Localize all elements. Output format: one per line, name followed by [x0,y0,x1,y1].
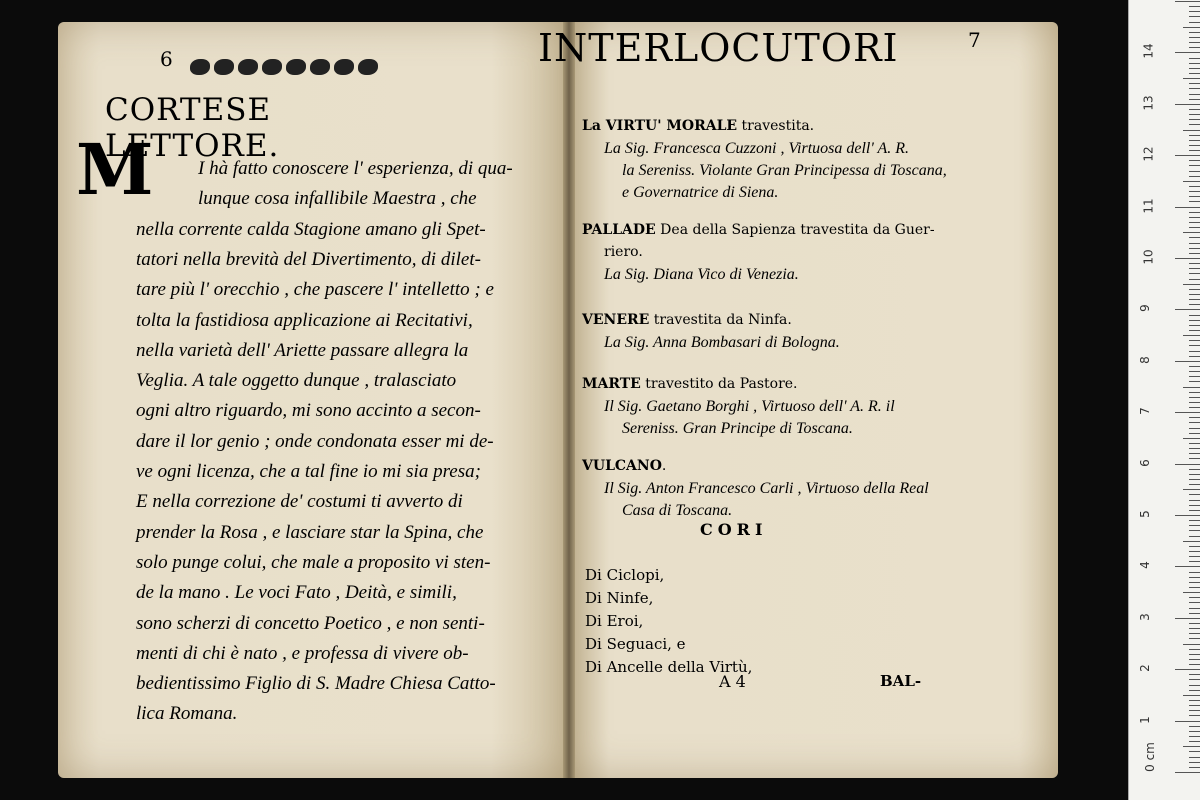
ruler-tick [1189,392,1200,393]
ruler-label: 4 [1137,561,1152,570]
ruler-tick [1189,520,1200,521]
ruler-tick [1189,710,1200,711]
ruler-label: 10 [1141,249,1156,265]
ruler-tick [1189,690,1200,691]
role-title: La VIRTU' MORALE [582,118,738,134]
ruler-tick [1189,47,1200,48]
ruler-tick [1189,469,1200,470]
ruler-tick [1189,649,1200,650]
ruler-tick [1189,227,1200,228]
ruler-tick [1175,721,1200,722]
ruler-tick [1189,124,1200,125]
role-description: . [661,458,667,474]
role-name [582,458,666,474]
role-description: travestita da Ninfa. [649,312,792,328]
ruler-tick [1189,479,1200,480]
ruler-tick [1189,577,1200,578]
ruler-tick [1189,212,1200,213]
ruler-tick [1189,253,1200,254]
ruler-tick [1189,237,1200,238]
ruler-label: 12 [1141,146,1156,162]
cori-heading: CORI [700,520,768,539]
catchword: BAL- [880,672,922,690]
ruler-tick [1189,294,1200,295]
actor-line: Il Sig. Anton Francesco Carli , Virtuoso della Real [604,480,929,497]
ruler-tick [1189,525,1200,526]
actor-line: Il Sig. Gaetano Borghi , Virtuoso dell' A. R. il [604,398,895,415]
right-heading: INTERLOCUTORI [538,26,899,70]
body-line: prender la Rosa , e lasciare star la Spina, che [136,521,484,543]
ruler-tick [1175,309,1200,310]
ruler-tick [1189,109,1200,110]
ruler-unit-label: 0 cm [1142,742,1157,772]
ruler-tick [1189,674,1200,675]
role-description-cont: riero. [604,244,643,260]
ruler-tick [1189,376,1200,377]
ornament-icon [334,59,354,75]
role-name [582,376,798,392]
role-title: MARTE [582,376,641,392]
ruler-label: 5 [1137,510,1152,518]
body-line: E nella correzione de' costumi ti avverto di [136,491,463,513]
ruler-tick [1189,751,1200,752]
ornament-icon [238,59,258,75]
ruler-tick [1189,263,1200,264]
body-line: sono scherzi di concetto Poetico , e non senti- [136,612,485,634]
ruler-tick [1183,438,1200,439]
ornament-icon [286,59,306,75]
ruler-tick [1175,464,1200,465]
ruler-tick [1189,397,1200,398]
ruler-tick [1189,536,1200,537]
body-line: menti di chi è nato , e professa di vivere ob- [136,642,469,664]
ruler-tick [1189,140,1200,141]
role-name [582,118,814,134]
ruler-tick [1175,155,1200,156]
left-heading: CORTESE LETTORE. [105,92,280,164]
ruler-tick [1189,83,1200,84]
ruler-tick [1183,284,1200,285]
ruler-tick [1175,772,1200,773]
ruler-tick [1189,731,1200,732]
ruler-label: 3 [1137,612,1152,621]
ornament-icon [190,59,210,75]
role-name [582,312,792,328]
role-title: PALLADE [582,222,656,238]
ruler-tick [1189,608,1200,609]
actor-line: La Sig. Diana Vico di Venezia. [604,266,799,283]
ruler-tick [1189,422,1200,423]
ruler-tick [1189,664,1200,665]
ornament-icon [310,59,330,75]
ruler-tick [1175,207,1200,208]
ruler-tick [1189,135,1200,136]
ruler-label: 1 [1137,715,1152,724]
ruler-tick [1189,417,1200,418]
ruler-tick [1189,6,1200,7]
ruler-tick [1189,757,1200,758]
ruler-tick [1183,335,1200,336]
cori-item: Di Eroi, [585,612,644,630]
ruler-tick [1189,11,1200,12]
ruler-tick [1189,73,1200,74]
ruler-tick [1189,638,1200,639]
ruler-tick [1189,201,1200,202]
ruler-tick [1183,541,1200,542]
ruler-tick [1189,351,1200,352]
ruler-tick [1189,345,1200,346]
ruler-tick [1189,340,1200,341]
ruler-tick [1189,320,1200,321]
ruler-tick [1189,217,1200,218]
ruler-tick [1189,685,1200,686]
cori-item: Di Ancelle della Virtù, [585,658,753,676]
ornament-band [180,55,388,79]
ruler-tick [1189,428,1200,429]
ruler-tick [1189,500,1200,501]
ruler-tick [1189,402,1200,403]
ruler-tick [1189,556,1200,557]
ruler-tick [1183,746,1200,747]
cori-item: Di Ciclopi, [585,566,665,584]
body-line: nella corrente calda Stagione amano gli Spet- [136,218,486,240]
ruler-tick [1189,613,1200,614]
actor-line: La Sig. Francesca Cuzzoni , Virtuosa dell' A. R. [604,140,910,157]
ruler-tick [1189,315,1200,316]
ruler-tick [1189,726,1200,727]
ruler-tick [1175,1,1200,2]
ruler-tick [1183,592,1200,593]
body-line: nella varietà dell' Ariette passare allegra la [136,339,469,361]
ruler-tick [1189,114,1200,115]
ruler-tick [1189,119,1200,120]
ruler-label: 9 [1137,304,1152,313]
ruler-tick [1183,130,1200,131]
ruler-tick [1189,623,1200,624]
ruler-tick [1175,361,1200,362]
ruler-tick [1189,530,1200,531]
ruler-tick [1189,700,1200,701]
ruler-tick [1189,448,1200,449]
drop-cap: M [76,128,154,211]
ruler-tick [1189,248,1200,249]
ruler-tick [1175,618,1200,619]
ruler-tick [1189,407,1200,408]
ruler-tick [1175,104,1200,105]
ruler-tick [1189,597,1200,598]
ruler-tick [1189,304,1200,305]
ruler-tick [1189,458,1200,459]
body-line: tatori nella brevità del Divertimento, di dilet- [136,248,481,270]
body-line: bedientissimo Figlio di S. Madre Chiesa Catto- [136,673,496,695]
ruler-label: 7 [1137,407,1152,416]
ruler-label: 14 [1141,43,1156,60]
body-line: Veglia. A tale oggetto dunque , tralasciato [136,370,457,392]
ruler-tick [1175,515,1200,516]
ruler-tick [1175,52,1200,53]
ruler-tick [1189,572,1200,573]
ruler-tick [1189,582,1200,583]
ruler-tick [1189,356,1200,357]
role-title: VULCANO [582,458,662,474]
ruler-tick [1189,268,1200,269]
ruler-tick [1183,489,1200,490]
ruler-tick [1189,366,1200,367]
ruler-tick [1183,644,1200,645]
ruler-tick [1189,160,1200,161]
ruler-tick [1189,289,1200,290]
ruler-tick [1189,484,1200,485]
ruler-tick [1189,736,1200,737]
ruler-tick [1189,196,1200,197]
actor-line: e Governatrice di Siena. [622,184,779,201]
body-line: lica Romana. [136,703,238,725]
ruler-tick [1189,191,1200,192]
ruler-tick [1189,628,1200,629]
ruler-tick [1175,669,1200,670]
body-line: solo punge colui, che male a proposito vi sten- [136,551,491,573]
ruler-tick [1189,68,1200,69]
right-page-number: 7 [968,28,981,52]
ruler-tick [1183,27,1200,28]
body-line: lunque cosa infallibile Maestra , che [198,188,477,210]
ruler-tick [1189,186,1200,187]
measuring-ruler [1128,0,1200,800]
ruler-tick [1189,381,1200,382]
ruler-tick [1189,243,1200,244]
ruler-tick [1183,695,1200,696]
ornament-icon [262,59,282,75]
ruler-tick [1189,37,1200,38]
ruler-tick [1189,494,1200,495]
ruler-label: 13 [1141,95,1156,111]
ruler-tick [1189,587,1200,588]
actor-line: Casa di Toscana. [622,502,733,519]
ruler-tick [1189,58,1200,59]
ruler-label: 11 [1141,197,1156,214]
ruler-label: 2 [1137,664,1152,673]
ruler-tick [1189,16,1200,17]
body-line: I hà fatto conoscere l' esperienza, di qua- [198,158,513,179]
ruler-tick [1189,371,1200,372]
ruler-tick [1189,222,1200,223]
ruler-tick [1189,510,1200,511]
left-page-number: 6 [160,47,173,71]
ruler-tick [1189,165,1200,166]
ruler-tick [1189,88,1200,89]
ruler-tick [1189,551,1200,552]
ruler-tick [1175,566,1200,567]
ruler-tick [1189,330,1200,331]
ruler-tick [1189,705,1200,706]
ruler-tick [1189,325,1200,326]
ruler-tick [1189,279,1200,280]
ruler-tick [1189,741,1200,742]
role-name [582,222,935,238]
role-title: VENERE [582,312,650,328]
actor-line: La Sig. Anna Bombasari di Bologna. [604,334,840,351]
book-gutter [563,22,575,778]
body-line: dare il lor genio ; onde condonata esser mi de- [136,430,494,452]
ruler-tick [1189,150,1200,151]
ruler-tick [1189,505,1200,506]
ruler-tick [1189,561,1200,562]
body-line: tare più l' orecchio , che pascere l' intelletto ; e [136,279,494,301]
ruler-tick [1189,453,1200,454]
ruler-tick [1189,767,1200,768]
ruler-tick [1189,42,1200,43]
role-description: travestita. [737,118,815,134]
ruler-tick [1189,63,1200,64]
ruler-tick [1175,412,1200,413]
body-line: tolta la fastidiosa applicazione ai Recitativi, [136,309,473,331]
ruler-tick [1189,145,1200,146]
ruler-tick [1189,99,1200,100]
body-line: ve ogni licenza, che a tal fine io mi sia presa; [136,461,481,482]
ruler-tick [1189,679,1200,680]
ruler-label: 8 [1137,355,1152,364]
ruler-tick [1189,654,1200,655]
ruler-tick [1189,659,1200,660]
ruler-tick [1183,78,1200,79]
signature-mark: A 4 [719,672,746,691]
ruler-tick [1183,181,1200,182]
ruler-tick [1189,443,1200,444]
ruler-tick [1189,433,1200,434]
ruler-tick [1189,633,1200,634]
ruler-tick [1189,273,1200,274]
ruler-tick [1175,258,1200,259]
role-description: travestito da Pastore. [640,376,798,392]
role-description: Dea della Sapienza travestita da Guer- [655,222,935,238]
ruler-label: 6 [1137,458,1152,467]
ruler-tick [1189,22,1200,23]
ruler-tick [1189,299,1200,300]
ruler-tick [1183,232,1200,233]
cori-item: Di Seguaci, e [585,635,686,653]
ruler-tick [1189,715,1200,716]
ruler-tick [1189,602,1200,603]
ruler-tick [1189,32,1200,33]
ruler-tick [1189,171,1200,172]
ruler-tick [1189,94,1200,95]
ruler-tick [1189,474,1200,475]
ruler-tick [1183,387,1200,388]
body-line: de la mano . Le voci Fato , Deità, e simili, [136,582,457,604]
cori-item: Di Ninfe, [585,589,654,607]
actor-line: la Sereniss. Violante Gran Principessa di Toscana, [622,162,947,179]
actor-line: Sereniss. Gran Principe di Toscana. [622,420,853,437]
ruler-tick [1189,546,1200,547]
ruler-tick [1189,176,1200,177]
body-line: ogni altro riguardo, mi sono accinto a secon- [136,400,481,422]
ornament-icon [358,59,378,75]
ornament-icon [214,59,234,75]
ruler-tick [1189,762,1200,763]
